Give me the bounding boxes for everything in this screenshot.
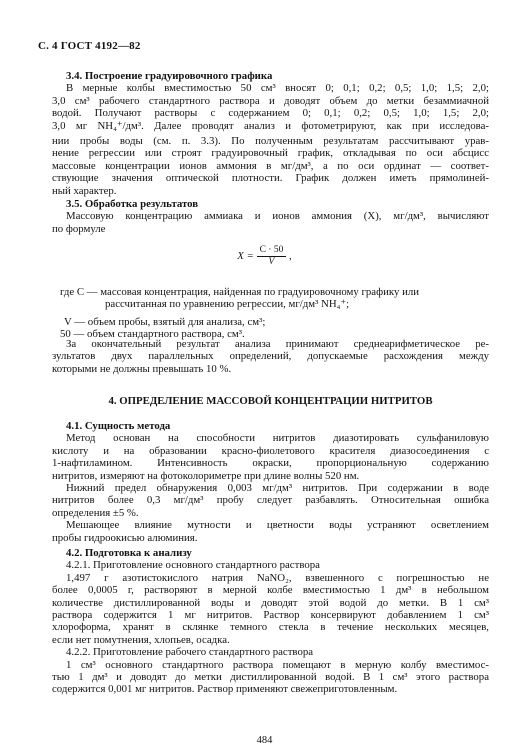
section-4-2-title: 4.2. Подготовка к анализу	[66, 547, 192, 559]
text-line: более 0,0005 г, растворяют в мерной колбе вместимостью 1 дм³ в небольшом	[52, 584, 489, 597]
section-3-5-title: 3.5. Обработка результатов	[66, 198, 199, 210]
formula-fraction	[257, 245, 287, 268]
text-line: водой. Получают растворы с содержанием 0; 0,1; 0,2; 0,5; 1,0; 1,5; 2,0;	[52, 107, 489, 120]
text-line: 3,0 мг NH₄⁺/дм³. Далее проводят анализ и фотометрируют, как при исследова-	[52, 119, 489, 132]
text-line: нитритов более 0,3 мг/дм³ пробу следует разбавлять. Относительная ошибка	[52, 494, 489, 507]
page-number: 484	[256, 735, 273, 746]
text-line: нитритов, измеряют на фотоколориметре при длине волны 520 нм.	[52, 469, 360, 482]
text-line: 1 см³ основного стандартного раствора помещают в мерную колбу вместимос-	[66, 658, 489, 671]
text-line: ный характер.	[52, 184, 117, 197]
section-3-4	[52, 70, 489, 197]
text-line: В мерные колбы вместимостью 50 см³ вносят 0; 0,1; 0,2; 0,5; 1,0; 1,5; 2,0;	[66, 82, 489, 95]
formula-denominator: V	[268, 257, 275, 267]
text-line: содержится 0,001 мг нитритов. Раствор применяют свежеприготовленным.	[52, 683, 398, 696]
text-line: Мешающее влияние мутности и цветности воды устраняют осветлением	[66, 519, 489, 532]
text-line: массовые концентрации ионов аммония в мг/дм³, а по оси ординат — соответ-	[52, 159, 489, 172]
section-4-2	[52, 547, 489, 696]
formula	[0, 245, 529, 268]
section-3-4-title: 3.4. Построение градуировочного графика	[66, 70, 273, 82]
legend-line: рассчитанная по уравнению регрессии, мг/дм³ NH₄⁺;	[105, 298, 350, 311]
text-line: Массовую концентрацию аммиака и ионов аммония (X), мг/дм³, вычисляют	[66, 210, 489, 223]
legend-line: 50 — объем стандартного раствора, см³.	[60, 328, 245, 341]
subsection-4-2-1-title: 4.2.1. Приготовление основного стандартного раствора	[66, 559, 320, 572]
text-line: нение регрессии или строят градуировочный график, откладывая по оси абсцисс	[52, 147, 489, 160]
text-line: по формуле	[52, 222, 106, 235]
subsection-4-2-2-title: 4.2.2. Приготовление рабочего стандартного раствора	[66, 646, 314, 659]
text-line: За окончательный результат анализа принимают среднеарифметическое ре-	[66, 338, 489, 350]
text-line: раствора содержится 1 мг нитритов. Раствор консервируют добавлением 1 см³	[52, 609, 489, 622]
formula-tail: ,	[289, 249, 292, 262]
text-line: хлороформа, хранят в склянке темного стекла в течение нескольких месяцев,	[52, 621, 489, 634]
formula-numerator: C · 50	[257, 245, 287, 257]
text-line: 1-нафтиламином. Интенсивность окраски, пропорциональную содержанию	[52, 457, 489, 470]
text-line: Нижний предел обнаружения 0,003 мг/дм³ нитритов. При содержании в воде	[66, 482, 489, 495]
text-line: нии пробы воды (см. п. 3.3). По полученным результатам рассчитывают урав-	[52, 135, 489, 148]
text-line: определения ±5 %.	[52, 506, 139, 519]
section-4-1-title: 4.1. Сущность метода	[66, 420, 171, 432]
text-line: зультатов двух параллельных определений, допускаемые расхождения между	[52, 350, 489, 363]
final-result	[52, 338, 489, 375]
text-line: тью 1 дм³ и доводят до метки дистиллированной водой. В 1 см³ этого раствора	[52, 671, 489, 684]
text-line: 1,497 г азотистокислого натрия NaNO₂, взвешенного с погрешностью не	[66, 571, 489, 584]
legend-line: где C — массовая концентрация, найденная по градуировочному графику или	[60, 286, 420, 298]
text-line: количестве дистиллированной воды и доводят этой водой до метки. В 1 см³	[52, 596, 489, 609]
section-4-title: 4. ОПРЕДЕЛЕНИЕ МАССОВОЙ КОНЦЕНТРАЦИИ НИТРИТОВ	[108, 395, 433, 407]
text-line: кислоту и на образовании красно-фиолетового красителя диазосоединения с	[52, 444, 489, 457]
text-line: Метод основан на способности нитритов диазотировать сульфаниловую	[66, 432, 489, 445]
section-4-1	[52, 420, 489, 544]
legend-line: V — объем пробы, взятый для анализа, см³;	[64, 315, 266, 328]
text-line: пробы гидроокисью алюминия.	[52, 531, 198, 544]
formula-lhs: X =	[237, 249, 254, 262]
formula-legend	[52, 286, 492, 341]
text-line: если нет помутнения, хлопьев, осадка.	[52, 633, 230, 646]
section-3-5	[52, 198, 489, 235]
text-line: ствующие значения оптической плотности. График должен иметь прямолиней-	[52, 172, 489, 185]
text-line: которыми не должны превышать 10 %.	[52, 362, 232, 375]
page-header: С. 4 ГОСТ 4192—82	[38, 40, 141, 52]
text-line: 3,0 см³ рабочего стандартного раствора и доводят объем до метки безаммиачной	[52, 94, 489, 107]
